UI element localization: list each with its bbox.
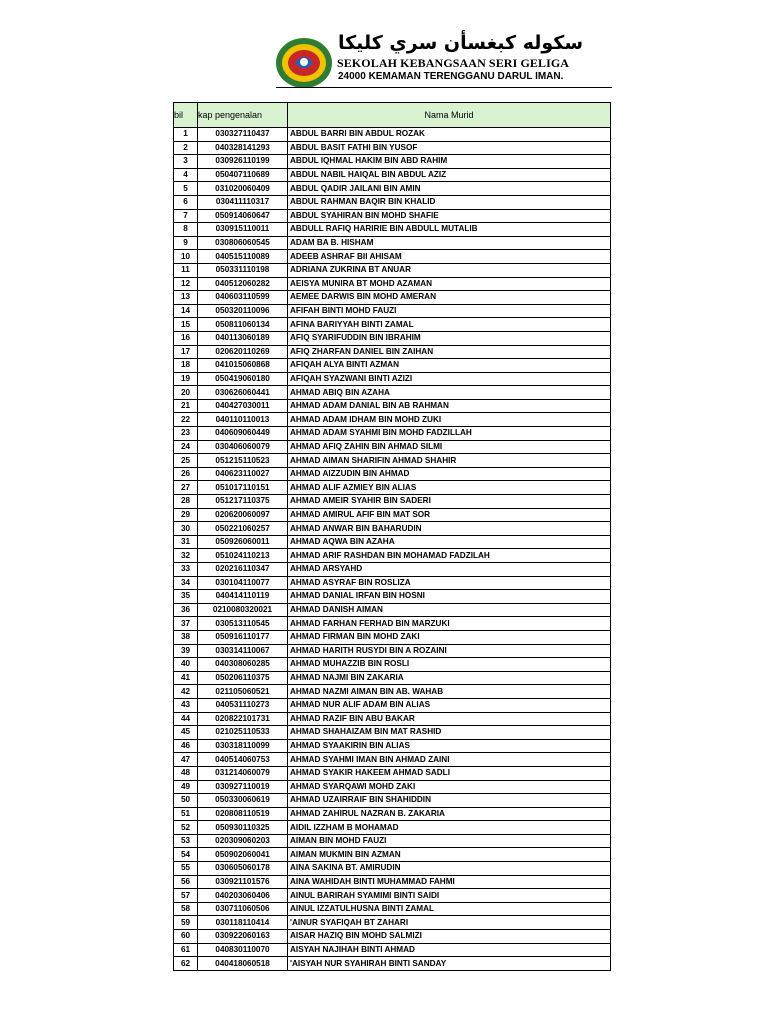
table-row [174, 318, 611, 332]
row-number: 29 [174, 508, 198, 522]
row-number: 58 [174, 902, 198, 916]
table-row [174, 957, 611, 971]
student-name: ABDUL BASIT FATHI BIN YUSOF [288, 141, 611, 155]
row-number: 56 [174, 875, 198, 889]
ic-number: 040203060406 [198, 889, 288, 903]
student-name: AINA WAHIDAH BINTI MUHAMMAD FAHMI [288, 875, 611, 889]
student-name: AHMAD SYAHMI IMAN BIN AHMAD ZAINI [288, 753, 611, 767]
school-name-jawi: سکوله کبغسأن سري کليکا [338, 32, 584, 54]
table-row [174, 862, 611, 876]
row-number: 19 [174, 372, 198, 386]
column-header-name: Nama Murid [288, 103, 611, 128]
table-row [174, 155, 611, 169]
table-row [174, 291, 611, 305]
row-number: 17 [174, 345, 198, 359]
ic-number: 050206110375 [198, 671, 288, 685]
student-name: AHMAD HARITH RUSYDI BIN A ROZAINI [288, 644, 611, 658]
student-name: AHMAD ADAM DANIAL BIN AB RAHMAN [288, 399, 611, 413]
row-number: 4 [174, 168, 198, 182]
student-name: AINA SAKINA BT. AMIRUDIN [288, 862, 611, 876]
row-number: 20 [174, 386, 198, 400]
table-row [174, 549, 611, 563]
student-name: AINUL BARIRAH SYAMIMI BINTI SAIDI [288, 889, 611, 903]
table-row [174, 359, 611, 373]
ic-number: 030927110019 [198, 780, 288, 794]
ic-number: 040427030011 [198, 399, 288, 413]
ic-number: 020620110269 [198, 345, 288, 359]
table-row [174, 766, 611, 780]
ic-number: 030915110011 [198, 223, 288, 237]
table-row [174, 535, 611, 549]
student-name: ADRIANA ZUKRINA BT ANUAR [288, 263, 611, 277]
column-header-bil: bil [174, 103, 198, 128]
row-number: 3 [174, 155, 198, 169]
table-row [174, 685, 611, 699]
table-row [174, 916, 611, 930]
ic-number: 030922060163 [198, 930, 288, 944]
column-header-ic: kap pengenalan [198, 103, 288, 128]
student-roster-table [173, 102, 611, 971]
row-number: 30 [174, 522, 198, 536]
table-row [174, 467, 611, 481]
student-name: AEISYA MUNIRA BT MOHD AZAMAN [288, 277, 611, 291]
ic-number: 030926110199 [198, 155, 288, 169]
student-name: AIMAN BIN MOHD FAUZI [288, 834, 611, 848]
ic-number: 051215110523 [198, 454, 288, 468]
row-number: 35 [174, 590, 198, 604]
row-number: 50 [174, 794, 198, 808]
table-row [174, 372, 611, 386]
row-number: 27 [174, 481, 198, 495]
student-name: AFIQAH ALYA BINTI AZMAN [288, 359, 611, 373]
student-name: AHMAD AFIQ ZAHIN BIN AHMAD SILMI [288, 440, 611, 454]
student-name: AHMAD ASYRAF BIN ROSLIZA [288, 576, 611, 590]
row-number: 9 [174, 236, 198, 250]
row-number: 54 [174, 848, 198, 862]
ic-number: 040414110119 [198, 590, 288, 604]
student-name: AISYAH NAJIHAH BINTI AHMAD [288, 943, 611, 957]
row-number: 40 [174, 658, 198, 672]
table-row [174, 182, 611, 196]
row-number: 34 [174, 576, 198, 590]
student-name: ABDUL NABIL HAIQAL BIN ABDUL AZIZ [288, 168, 611, 182]
ic-number: 040328141293 [198, 141, 288, 155]
student-name: AHMAD AIZZUDIN BIN AHMAD [288, 467, 611, 481]
table-row [174, 753, 611, 767]
table-row [174, 563, 611, 577]
row-number: 38 [174, 630, 198, 644]
student-name: AHMAD ZAHIRUL NAZRAN B. ZAKARIA [288, 807, 611, 821]
ic-number: 020620060097 [198, 508, 288, 522]
student-name: AHMAD ADAM IDHAM BIN MOHD ZUKI [288, 413, 611, 427]
row-number: 18 [174, 359, 198, 373]
table-row [174, 603, 611, 617]
table-row [174, 454, 611, 468]
table-row [174, 331, 611, 345]
row-number: 60 [174, 930, 198, 944]
ic-number: 020808110519 [198, 807, 288, 821]
ic-number: 030411110317 [198, 195, 288, 209]
ic-number: 030327110437 [198, 128, 288, 142]
ic-number: 050330060619 [198, 794, 288, 808]
ic-number: 031020060409 [198, 182, 288, 196]
ic-number: 050930110325 [198, 821, 288, 835]
table-row [174, 590, 611, 604]
row-number: 32 [174, 549, 198, 563]
school-address: 24000 KEMAMAN TERENGGANU DARUL IMAN. [338, 71, 564, 82]
ic-number: 040531110273 [198, 698, 288, 712]
student-name: AISAR HAZIQ BIN MOHD SALMIZI [288, 930, 611, 944]
student-name: AHMAD ANWAR BIN BAHARUDIN [288, 522, 611, 536]
student-name: AHMAD SYAKIR HAKEEM AHMAD SADLI [288, 766, 611, 780]
header-divider [276, 87, 612, 88]
student-name: AHMAD ADAM SYAHMI BIN MOHD FADZILLAH [288, 427, 611, 441]
student-name: AFIFAH BINTI MOHD FAUZI [288, 304, 611, 318]
table-row [174, 128, 611, 142]
table-row [174, 726, 611, 740]
ic-number: 030406060079 [198, 440, 288, 454]
row-number: 57 [174, 889, 198, 903]
table-row [174, 576, 611, 590]
ic-number: 051017110151 [198, 481, 288, 495]
student-name: AHMAD AMEIR SYAHIR BIN SADERI [288, 495, 611, 509]
table-row [174, 807, 611, 821]
ic-number: 050926060011 [198, 535, 288, 549]
row-number: 55 [174, 862, 198, 876]
ic-number: 031214060079 [198, 766, 288, 780]
ic-number: 020822101731 [198, 712, 288, 726]
student-name: AHMAD AIMAN SHARIFIN AHMAD SHAHIR [288, 454, 611, 468]
table-row [174, 821, 611, 835]
row-number: 37 [174, 617, 198, 631]
student-name: AHMAD SHAHAIZAM BIN MAT RASHID [288, 726, 611, 740]
ic-number: 051217110375 [198, 495, 288, 509]
table-row [174, 413, 611, 427]
row-number: 8 [174, 223, 198, 237]
row-number: 49 [174, 780, 198, 794]
school-name: SEKOLAH KEBANGSAAN SERI GELIGA [337, 56, 570, 70]
row-number: 7 [174, 209, 198, 223]
table-row [174, 223, 611, 237]
ic-number: 021105060521 [198, 685, 288, 699]
table-row [174, 658, 611, 672]
ic-number: 040623110027 [198, 467, 288, 481]
row-number: 43 [174, 698, 198, 712]
ic-number: 050419060180 [198, 372, 288, 386]
ic-number: 030314110067 [198, 644, 288, 658]
row-number: 5 [174, 182, 198, 196]
ic-number: 030513110545 [198, 617, 288, 631]
row-number: 1 [174, 128, 198, 142]
row-number: 25 [174, 454, 198, 468]
row-number: 52 [174, 821, 198, 835]
student-name: AHMAD FIRMAN BIN MOHD ZAKI [288, 630, 611, 644]
table-row [174, 263, 611, 277]
table-row [174, 712, 611, 726]
ic-number: 040113060189 [198, 331, 288, 345]
row-number: 61 [174, 943, 198, 957]
student-name: 'AISYAH NUR SYAHIRAH BINTI SANDAY [288, 957, 611, 971]
ic-number: 050331110198 [198, 263, 288, 277]
table-row [174, 141, 611, 155]
row-number: 24 [174, 440, 198, 454]
ic-number: 040515110089 [198, 250, 288, 264]
ic-number: 041015060868 [198, 359, 288, 373]
ic-number: 040603110599 [198, 291, 288, 305]
row-number: 48 [174, 766, 198, 780]
student-name: AHMAD ABIQ BIN AZAHA [288, 386, 611, 400]
student-name: AIDIL IZZHAM B MOHAMAD [288, 821, 611, 835]
ic-number: 030806060545 [198, 236, 288, 250]
row-number: 15 [174, 318, 198, 332]
row-number: 45 [174, 726, 198, 740]
table-row [174, 780, 611, 794]
row-number: 62 [174, 957, 198, 971]
school-crest-icon [275, 37, 333, 89]
student-name: AHMAD RAZIF BIN ABU BAKAR [288, 712, 611, 726]
ic-number: 030318110099 [198, 739, 288, 753]
row-number: 53 [174, 834, 198, 848]
table-row [174, 889, 611, 903]
document-header [0, 0, 768, 100]
row-number: 22 [174, 413, 198, 427]
student-name: AHMAD SYARQAWI MOHD ZAKI [288, 780, 611, 794]
row-number: 11 [174, 263, 198, 277]
table-row [174, 345, 611, 359]
row-number: 31 [174, 535, 198, 549]
table-row [174, 875, 611, 889]
ic-number: 040418060518 [198, 957, 288, 971]
table-row [174, 522, 611, 536]
ic-number: 030118110414 [198, 916, 288, 930]
student-name: AINUL IZZATULHUSNA BINTI ZAMAL [288, 902, 611, 916]
table-row [174, 236, 611, 250]
ic-number: 030104110077 [198, 576, 288, 590]
student-name: AHMAD AQWA BIN AZAHA [288, 535, 611, 549]
table-row [174, 617, 611, 631]
ic-number: 040830110070 [198, 943, 288, 957]
student-name: ABDULL RAFIQ HARIRIE BIN ABDULL MUTALIB [288, 223, 611, 237]
table-row [174, 386, 611, 400]
student-name: 'AINUR SYAFIQAH BT ZAHARI [288, 916, 611, 930]
ic-number: 050811060134 [198, 318, 288, 332]
student-name: ABDUL SYAHIRAN BIN MOHD SHAFIE [288, 209, 611, 223]
row-number: 46 [174, 739, 198, 753]
row-number: 6 [174, 195, 198, 209]
student-name: AHMAD NAJMI BIN ZAKARIA [288, 671, 611, 685]
student-name: ABDUL QADIR JAILANI BIN AMIN [288, 182, 611, 196]
ic-number: 040512060282 [198, 277, 288, 291]
ic-number: 0210080320021 [198, 603, 288, 617]
table-row [174, 277, 611, 291]
table-row [174, 508, 611, 522]
row-number: 2 [174, 141, 198, 155]
table-row [174, 930, 611, 944]
ic-number: 021025110533 [198, 726, 288, 740]
student-name: AEMEE DARWIS BIN MOHD AMERAN [288, 291, 611, 305]
table-row [174, 481, 611, 495]
row-number: 39 [174, 644, 198, 658]
row-number: 26 [174, 467, 198, 481]
table-row [174, 304, 611, 318]
table-row [174, 427, 611, 441]
student-name: AHMAD ARSYAHD [288, 563, 611, 577]
table-row [174, 739, 611, 753]
student-name: AHMAD MUHAZZIB BIN ROSLI [288, 658, 611, 672]
table-row [174, 671, 611, 685]
table-row [174, 644, 611, 658]
student-name: AHMAD SYAAKIRIN BIN ALIAS [288, 739, 611, 753]
table-body [174, 128, 611, 971]
row-number: 16 [174, 331, 198, 345]
table-row [174, 630, 611, 644]
student-name: AHMAD NAZMI AIMAN BIN AB. WAHAB [288, 685, 611, 699]
student-name: AHMAD DANISH AIMAN [288, 603, 611, 617]
row-number: 14 [174, 304, 198, 318]
ic-number: 050916110177 [198, 630, 288, 644]
table-row [174, 195, 611, 209]
ic-number: 050914060647 [198, 209, 288, 223]
table-row [174, 848, 611, 862]
ic-number: 050902060041 [198, 848, 288, 862]
student-name: ADAM BA B. HISHAM [288, 236, 611, 250]
row-number: 36 [174, 603, 198, 617]
row-number: 41 [174, 671, 198, 685]
ic-number: 051024110213 [198, 549, 288, 563]
table-header-row [174, 103, 611, 128]
row-number: 47 [174, 753, 198, 767]
row-number: 44 [174, 712, 198, 726]
student-name: AHMAD UZAIRRAIF BIN SHAHIDDIN [288, 794, 611, 808]
row-number: 10 [174, 250, 198, 264]
ic-number: 020216110347 [198, 563, 288, 577]
row-number: 33 [174, 563, 198, 577]
ic-number: 040514060753 [198, 753, 288, 767]
ic-number: 050221060257 [198, 522, 288, 536]
student-name: AHMAD DANIAL IRFAN BIN HOSNI [288, 590, 611, 604]
row-number: 51 [174, 807, 198, 821]
table-row [174, 440, 611, 454]
student-name: AHMAD FARHAN FERHAD BIN MARZUKI [288, 617, 611, 631]
table-row [174, 399, 611, 413]
row-number: 13 [174, 291, 198, 305]
ic-number: 040609060449 [198, 427, 288, 441]
row-number: 28 [174, 495, 198, 509]
table-row [174, 834, 611, 848]
table-row [174, 902, 611, 916]
student-name: AHMAD AMIRUL AFIF BIN MAT SOR [288, 508, 611, 522]
ic-number: 030605060178 [198, 862, 288, 876]
table-row [174, 794, 611, 808]
student-name: AFIQ SYARIFUDDIN BIN IBRAHIM [288, 331, 611, 345]
ic-number: 050320110096 [198, 304, 288, 318]
student-name: AHMAD ALIF AZMIEY BIN ALIAS [288, 481, 611, 495]
table-row [174, 495, 611, 509]
student-name: ABDUL BARRI BIN ABDUL ROZAK [288, 128, 611, 142]
row-number: 23 [174, 427, 198, 441]
student-name: AHMAD NUR ALIF ADAM BIN ALIAS [288, 698, 611, 712]
student-name: AFINA BARIYYAH BINTI ZAMAL [288, 318, 611, 332]
student-name: ABDUL IQHMAL HAKIM BIN ABD RAHIM [288, 155, 611, 169]
student-name: AFIQAH SYAZWANI BINTI AZIZI [288, 372, 611, 386]
student-name: ADEEB ASHRAF BII AHISAM [288, 250, 611, 264]
student-name: AHMAD ARIF RASHDAN BIN MOHAMAD FADZILAH [288, 549, 611, 563]
row-number: 21 [174, 399, 198, 413]
ic-number: 030711060506 [198, 902, 288, 916]
table-row [174, 943, 611, 957]
row-number: 12 [174, 277, 198, 291]
ic-number: 040110110013 [198, 413, 288, 427]
ic-number: 040308060285 [198, 658, 288, 672]
ic-number: 030626060441 [198, 386, 288, 400]
ic-number: 020309060203 [198, 834, 288, 848]
row-number: 59 [174, 916, 198, 930]
table-row [174, 698, 611, 712]
student-name: AFIQ ZHARFAN DANIEL BIN ZAIHAN [288, 345, 611, 359]
table-row [174, 250, 611, 264]
table-row [174, 168, 611, 182]
table-row [174, 209, 611, 223]
student-name: ABDUL RAHMAN BAQIR BIN KHALID [288, 195, 611, 209]
ic-number: 050407110689 [198, 168, 288, 182]
student-name: AIMAN MUKMIN BIN AZMAN [288, 848, 611, 862]
ic-number: 030921101576 [198, 875, 288, 889]
row-number: 42 [174, 685, 198, 699]
